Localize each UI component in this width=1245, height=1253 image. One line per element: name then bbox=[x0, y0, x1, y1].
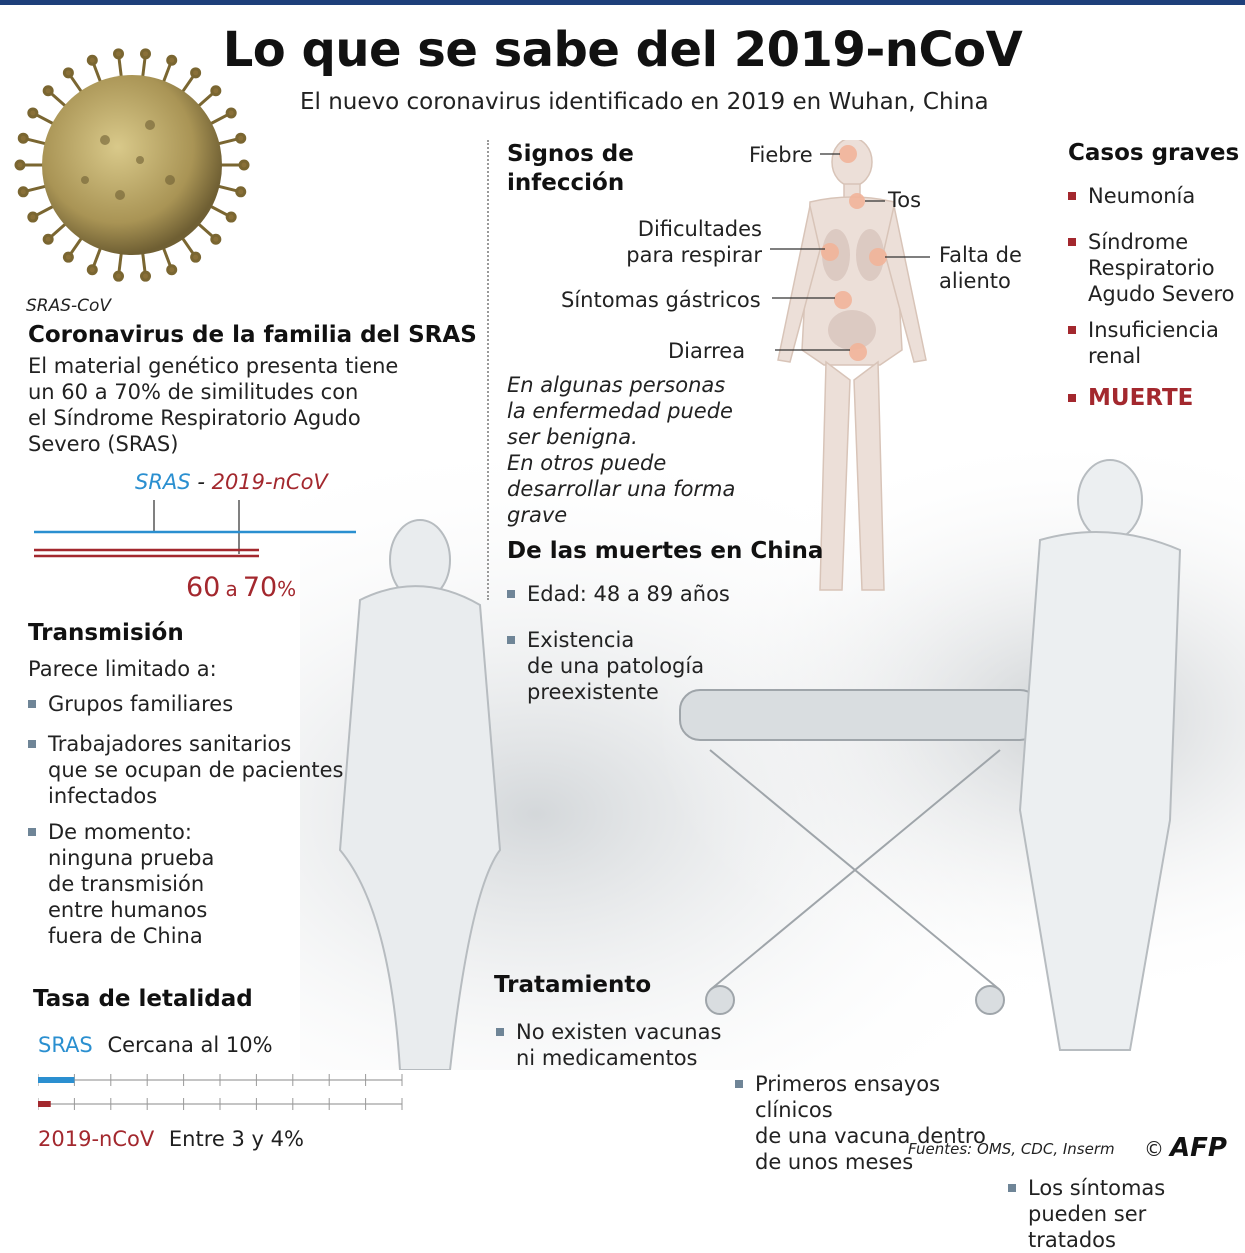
severity-note-line: desarrollar una forma bbox=[507, 477, 736, 501]
lethality-ncov-label: 2019-nCoV bbox=[38, 1127, 155, 1151]
list-item-line: No existen vacunas bbox=[516, 1020, 722, 1044]
symptom-fever: Fiebre bbox=[749, 143, 813, 167]
lethality-bar-sras bbox=[38, 1077, 74, 1083]
list-item-line: Existencia bbox=[527, 628, 635, 652]
family-text-line: el Síndrome Respiratorio Agudo bbox=[28, 406, 361, 430]
symptom-short-breath-line: aliento bbox=[939, 269, 1011, 293]
list-item-line: pueden ser bbox=[1028, 1202, 1147, 1226]
similarity-mid: a bbox=[225, 577, 238, 601]
virus-spike-tip bbox=[19, 134, 27, 142]
lethality-scale-ncov bbox=[38, 1098, 402, 1110]
list-item-line: Trabajadores sanitarios bbox=[48, 732, 292, 756]
list-item-line: de una vacuna dentro bbox=[755, 1124, 986, 1148]
treatment-heading: Tratamiento bbox=[494, 972, 652, 998]
list-item-line: de una patología bbox=[527, 654, 705, 678]
symptom-breathing-line: para respirar bbox=[626, 243, 762, 267]
virus-spike-tip bbox=[227, 109, 235, 117]
list-item-line: tratados bbox=[1028, 1228, 1116, 1252]
severity-note-line: ser benigna. bbox=[507, 425, 638, 449]
virus-spike-tip bbox=[88, 266, 96, 274]
severe-death: MUERTE bbox=[1068, 385, 1243, 411]
severe-heading: Casos graves bbox=[1068, 140, 1240, 166]
transmission-heading: Transmisión bbox=[28, 620, 184, 646]
lethality-scale-sras bbox=[38, 1074, 402, 1086]
signs-heading bbox=[507, 140, 634, 198]
virus-spike-tip bbox=[114, 272, 122, 280]
severity-note-line: la enfermedad puede bbox=[507, 399, 733, 423]
symptom-gastric: Síntomas gástricos bbox=[561, 288, 761, 312]
list-item bbox=[28, 691, 368, 717]
list-item-line: de transmisión bbox=[48, 872, 205, 896]
severity-note-line: grave bbox=[507, 503, 568, 527]
list-item bbox=[1068, 229, 1243, 307]
deaths-heading: De las muertes en China bbox=[507, 538, 824, 564]
severity-note-line: En otros puede bbox=[507, 451, 667, 475]
list-item-line: ni medicamentos bbox=[516, 1046, 698, 1070]
lethality-ncov-row bbox=[38, 1127, 304, 1151]
list-item bbox=[496, 1019, 1245, 1071]
afp-logo: AFP bbox=[1170, 1133, 1227, 1163]
list-item-line: Insuficiencia bbox=[1088, 318, 1219, 342]
list-item-line: fuera de China bbox=[48, 924, 203, 948]
list-item-line: De momento: bbox=[48, 820, 192, 844]
section-divider bbox=[487, 140, 489, 600]
list-item bbox=[507, 581, 767, 607]
severe-list bbox=[1068, 183, 1243, 411]
deaths-list bbox=[507, 581, 767, 705]
list-item-line: Grupos familiares bbox=[48, 692, 234, 716]
signs-heading-line: Signos de bbox=[507, 141, 634, 167]
gastric-dot bbox=[834, 291, 852, 309]
virus-spike-tip bbox=[142, 272, 150, 280]
virus-spike-tip bbox=[240, 161, 248, 169]
virus-spike-tip bbox=[29, 109, 37, 117]
list-item-line: Edad: 48 a 89 años bbox=[527, 582, 730, 606]
list-item-line: Síndrome bbox=[1088, 230, 1189, 254]
virus-spike-tip bbox=[168, 266, 176, 274]
virus-spike-tip bbox=[142, 50, 150, 58]
virus-spike-tip bbox=[227, 213, 235, 221]
signs-heading-line: infección bbox=[507, 170, 625, 196]
lethality-sras-label: SRAS bbox=[38, 1033, 93, 1057]
severity-note bbox=[507, 372, 735, 528]
symptom-breathing bbox=[622, 216, 762, 268]
family-text-line: El material genético presenta tiene bbox=[28, 354, 399, 378]
symptom-short-breath-line: Falta de bbox=[939, 243, 1022, 267]
virus-spike-tip bbox=[19, 188, 27, 196]
list-item-line: Primeros ensayos bbox=[755, 1072, 941, 1096]
list-item-line: preexistente bbox=[527, 680, 659, 704]
symptom-cough: Tos bbox=[888, 188, 922, 212]
list-item-line: de unos meses bbox=[755, 1150, 914, 1174]
list-item-line: renal bbox=[1088, 344, 1142, 368]
breath-dot bbox=[869, 248, 887, 266]
list-item bbox=[1008, 1175, 1245, 1253]
page-title: Lo que se sabe del 2019-nCoV bbox=[222, 22, 1023, 78]
list-item-line: infectados bbox=[48, 784, 158, 808]
transmission-list bbox=[28, 691, 368, 949]
virus-spike-tip bbox=[212, 235, 220, 243]
virus-spike-tip bbox=[237, 134, 245, 142]
list-item bbox=[1068, 183, 1243, 209]
symptom-diarrhea: Diarrea bbox=[668, 339, 746, 363]
similarity-unit: % bbox=[277, 577, 297, 601]
list-item-line: clínicos bbox=[755, 1098, 833, 1122]
symptom-breathing-line: Dificultades bbox=[637, 217, 762, 241]
page-subtitle: El nuevo coronavirus identificado en 2019 en Wuhan, China bbox=[300, 89, 989, 115]
virus-spike-tip bbox=[44, 235, 52, 243]
list-item-line: entre humanos bbox=[48, 898, 208, 922]
family-text-line: un 60 a 70% de similitudes con bbox=[28, 380, 359, 404]
similarity-diagram bbox=[34, 498, 364, 568]
diarrhea-dot bbox=[849, 343, 867, 361]
list-item-line: que se ocupan de pacientes bbox=[48, 758, 344, 782]
virus-illustration bbox=[10, 30, 255, 300]
family-text-line: Severo (SRAS) bbox=[28, 432, 179, 456]
virus-spike-tip bbox=[168, 56, 176, 64]
breathing-dot bbox=[821, 243, 839, 261]
lethality-ncov-value: Entre 3 y 4% bbox=[168, 1127, 304, 1151]
transmission-intro: Parece limitado a: bbox=[28, 657, 217, 681]
legend-separator: - bbox=[197, 470, 205, 494]
lethality-bar-ncov bbox=[38, 1101, 51, 1107]
severity-note-line: En algunas personas bbox=[507, 373, 726, 397]
similarity-low: 60 bbox=[186, 572, 221, 603]
lethality-bars bbox=[38, 1068, 406, 1120]
legend-ncov: 2019-nCoV bbox=[211, 470, 328, 494]
list-item-line: Respiratorio bbox=[1088, 256, 1215, 280]
list-item-line: ninguna prueba bbox=[48, 846, 215, 870]
similarity-high: 70 bbox=[242, 572, 278, 603]
list-item-line: Los síntomas bbox=[1028, 1176, 1166, 1200]
list-item-line: Neumonía bbox=[1088, 184, 1196, 208]
legend-sras: SRAS bbox=[135, 470, 191, 494]
top-rule bbox=[0, 0, 1245, 5]
virus-spike-tip bbox=[16, 161, 24, 169]
virus-spike-tip bbox=[237, 188, 245, 196]
virus-spike-tip bbox=[192, 69, 200, 77]
list-item bbox=[28, 819, 368, 949]
copyright-symbol: © bbox=[1144, 1137, 1164, 1161]
list-item bbox=[507, 627, 767, 705]
similarity-percent bbox=[186, 572, 296, 603]
virus-spike-tip bbox=[44, 87, 52, 95]
lethality-sras-value: Cercana al 10% bbox=[107, 1033, 273, 1057]
sources-credit: Fuentes: OMS, CDC, Inserm bbox=[908, 1140, 1115, 1158]
symptom-short-breath bbox=[939, 242, 1022, 294]
similarity-legend bbox=[135, 470, 328, 494]
family-text bbox=[28, 353, 398, 457]
list-item bbox=[735, 1071, 1245, 1175]
virus-label: SRAS-CoV bbox=[26, 296, 112, 316]
family-heading: Coronavirus de la familia del SRAS bbox=[28, 322, 477, 348]
virus-spike-tip bbox=[88, 56, 96, 64]
virus-spike-tip bbox=[212, 87, 220, 95]
list-item bbox=[28, 731, 368, 809]
virus-spike-tip bbox=[64, 253, 72, 261]
virus-spike-tip bbox=[29, 213, 37, 221]
virus-spike-tip bbox=[192, 253, 200, 261]
lethality-heading: Tasa de letalidad bbox=[33, 986, 253, 1012]
list-item bbox=[1068, 317, 1243, 369]
virus-spike-tip bbox=[114, 50, 122, 58]
fever-dot bbox=[839, 145, 857, 163]
list-item-line: Agudo Severo bbox=[1088, 282, 1235, 306]
virus-spike-tip bbox=[64, 69, 72, 77]
cough-dot bbox=[849, 193, 865, 209]
lethality-sras-row bbox=[38, 1033, 273, 1057]
